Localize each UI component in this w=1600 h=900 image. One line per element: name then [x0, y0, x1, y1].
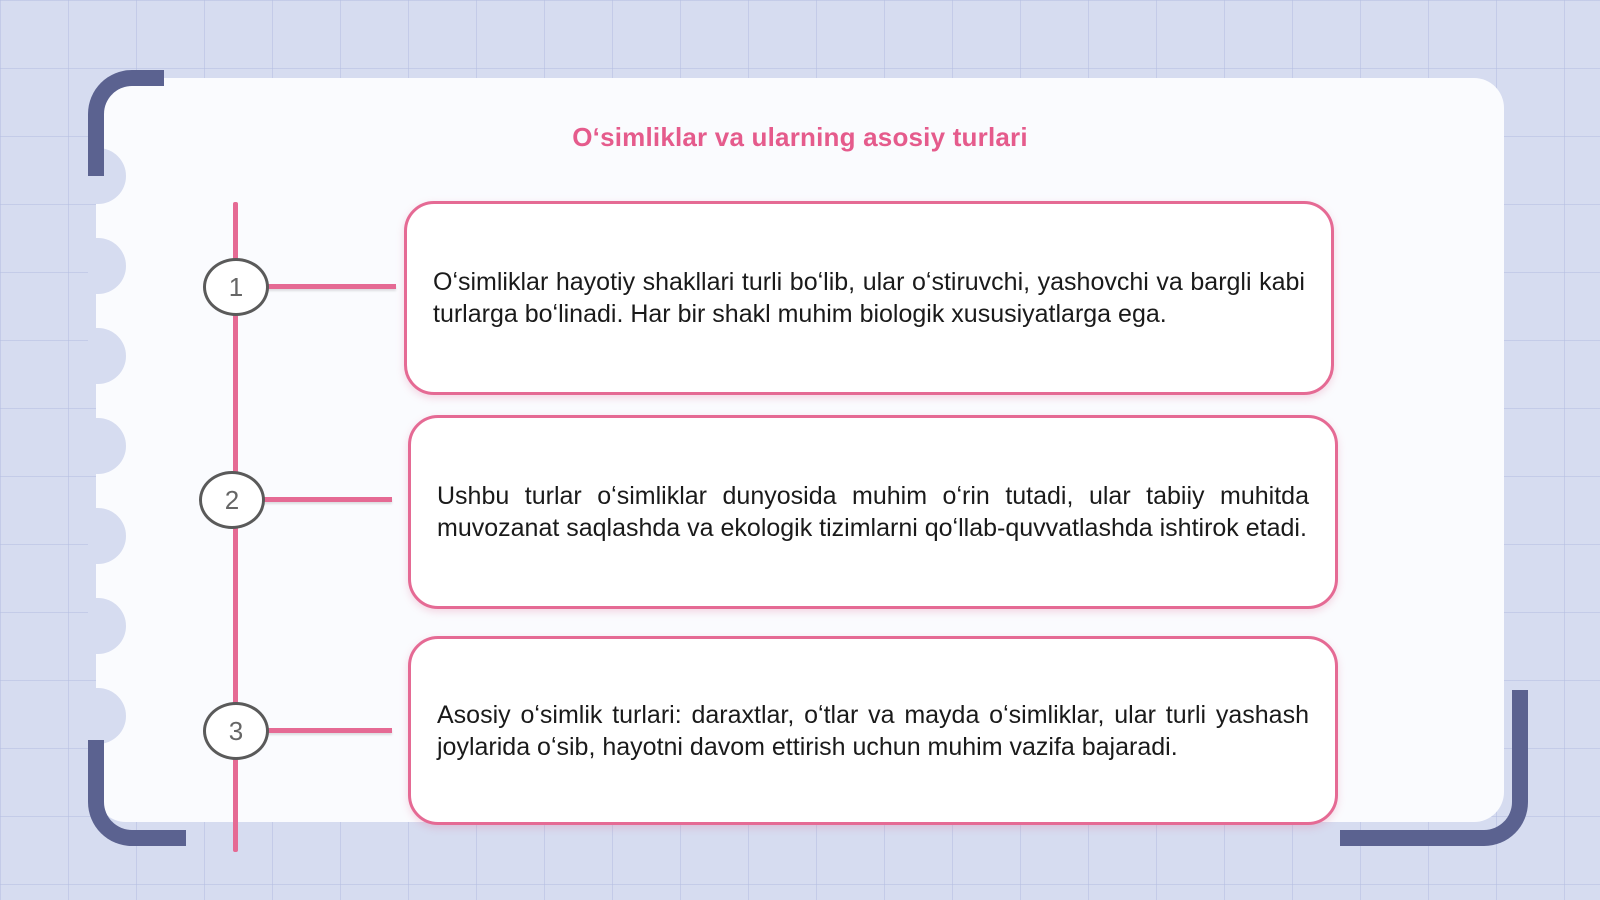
connector-line	[266, 284, 396, 289]
corner-bracket-bottom-left	[88, 740, 186, 846]
step-text-box	[408, 415, 1338, 609]
step-number: 3	[228, 715, 244, 746]
step-number-circle	[199, 471, 265, 529]
step-number-circle	[203, 258, 269, 316]
step-text: Ushbu turlar oʻsimliklar dunyosida muhim oʻrin tutadi, ular tabiiy muhitda muvozanat saqlashda va ekologik tizimlarni qoʻllab-quvvatlashda ishtirok etadi.	[437, 482, 1309, 542]
step-number-circle	[203, 702, 269, 760]
step-text-box	[404, 201, 1334, 395]
connector-line	[262, 497, 392, 502]
corner-bracket-bottom-right	[1340, 690, 1528, 846]
step-text: Asosiy oʻsimlik turlari: daraxtlar, oʻtlar va mayda oʻsimliklar, ular turli yashash joylarida oʻsib, hayotni davom ettirish uchun muhim vazifa bajaradi.	[437, 700, 1309, 761]
step-text: Oʻsimliklar hayotiy shakllari turli boʻlib, ular oʻstiruvchi, yashovchi va bargli kabi turlarga boʻlinadi. Har bir shakl muhim biologik xususiyatlarga ega.	[433, 268, 1305, 328]
step-text-box	[408, 636, 1338, 825]
step-number: 2	[224, 484, 240, 515]
connector-line	[266, 728, 392, 733]
slide-title: Oʻsimliklar va ularning asosiy turlari	[572, 122, 1028, 152]
step-number: 1	[228, 271, 244, 302]
